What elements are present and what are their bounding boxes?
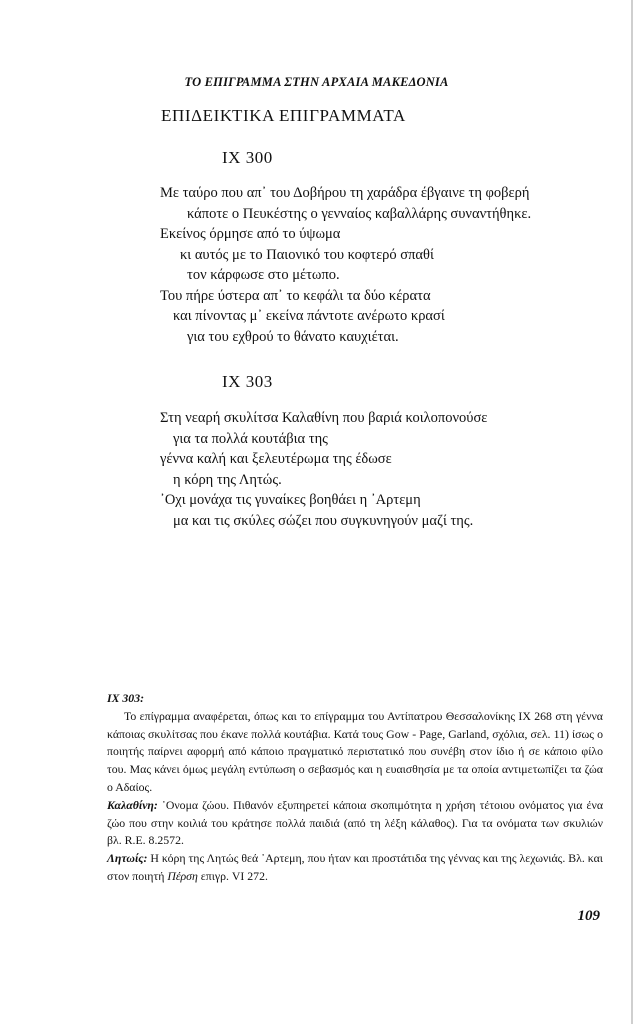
verse-line: Στη νεαρή σκυλίτσα Καλαθίνη που βαριά κοιλοπονούσε <box>160 410 488 426</box>
poem-heading-ix-303: IX 303 <box>222 372 273 391</box>
commentary-notes <box>107 690 603 886</box>
verse-line: για του εχθρού το θάνατο καυχιέται. <box>187 328 399 345</box>
verse-line: ᾿Οχι μονάχα τις γυναίκες βοηθάει η ᾿Αρτεμη <box>160 492 421 508</box>
verse-line: γέννα καλή και ξελευτέρωμα της έδωσε <box>160 451 392 467</box>
page-number: 109 <box>577 908 600 924</box>
running-head: ΤΟ ΕΠΙΓΡΑΜΜΑ ΣΤΗΝ ΑΡΧΑΙΑ ΜΑΚΕΔΟΝΙΑ <box>184 75 449 89</box>
verse-line: μα και τις σκύλες σώζει που συγκυνηγούν μαζί της. <box>173 512 474 529</box>
note-letois <box>107 850 603 886</box>
verse-line: κάποτε ο Πευκέστης ο γενναίος καβαλλάρης συναντήθηκε. <box>187 205 532 222</box>
section-title: ΕΠΙΔΕΙΚΤΙΚΑ ΕΠΙΓΡΑΜΜΑΤΑ <box>161 106 406 125</box>
verse-line: Εκείνος όρμησε από το ύψωμα <box>160 226 341 242</box>
note-term-kalathini: Καλαθίνη: <box>107 797 158 812</box>
verse-line: Του πήρε ύστερα απ᾿ το κεφάλι τα δύο κέρατα <box>160 287 431 304</box>
note-text-letois: Η κόρη της Λητώς θεά ᾿Αρτεμη, που ήταν και προστάτιδα της γέννας και της λεχωνιάς. Βλ. και στον ποιητή <box>107 851 603 883</box>
note-ref-persis: Πέρση <box>167 868 198 883</box>
poem-heading-ix-300: IX 300 <box>222 148 273 167</box>
verse-line: κι αυτός με το Παιονικό του κοφτερό σπαθί <box>180 246 434 263</box>
note-text-kalathini: ᾿Ονομα ζώου. Πιθανόν εξυπηρετεί κάποια σκοπιμότητα η χρήση τέτοιου ονόματος για ένα ζώο που στην κοιλιά του κράτησε πολλά παιδιά (από τη λέξη κάλαθος). Για τα ονόματα των σκυλιών βλ. R.E. 8.2572. <box>107 797 603 848</box>
verse-line: τον κάρφωσε στο μέτωπο. <box>187 267 340 283</box>
verse-line: και πίνοντας μ᾿ εκείνα πάντοτε ανέρωτο κρασί <box>173 308 445 324</box>
note-intro: Το επίγραμμα αναφέρεται, όπως και το επίγραμμα του Αντίπατρου Θεσσαλονίκης IX 268 στη γέννα κάποιας σκυλίτσας που έκανε πολλά κουτάβια. Κατά τους Gow - Page, Garland, σχόλια, σελ. 11) ίσως ο ποιητής παίρνει αφορμή από κάποιο πραγματικό περιστατικό που συνέβη στον ίδιο ή σε κάποιο φίλο του. Μας κάνει όμως μεγάλη εντύπωση ο σεβασμός και η ευαισθησία με τα οποία αντιμετωπίζει τα ζώα ο Αδαίος. <box>107 708 603 794</box>
poem-ix-300 <box>0 183 633 347</box>
note-term-letois: Λητωίς: <box>107 851 148 866</box>
verse-line: για τα πολλά κουτάβια της <box>173 430 328 447</box>
verse-line: η κόρη της Λητώς. <box>173 471 282 488</box>
note-kalathini <box>107 797 603 850</box>
note-tail-letois: επιγρ. VI 272. <box>197 868 268 883</box>
verse-line: Με ταύρο που απ᾿ του Δοβήρου τη χαράδρα έβγαινε τη φοβερή <box>160 185 530 201</box>
note-title: IX 303: <box>107 691 145 705</box>
poem-ix-303 <box>0 408 633 531</box>
